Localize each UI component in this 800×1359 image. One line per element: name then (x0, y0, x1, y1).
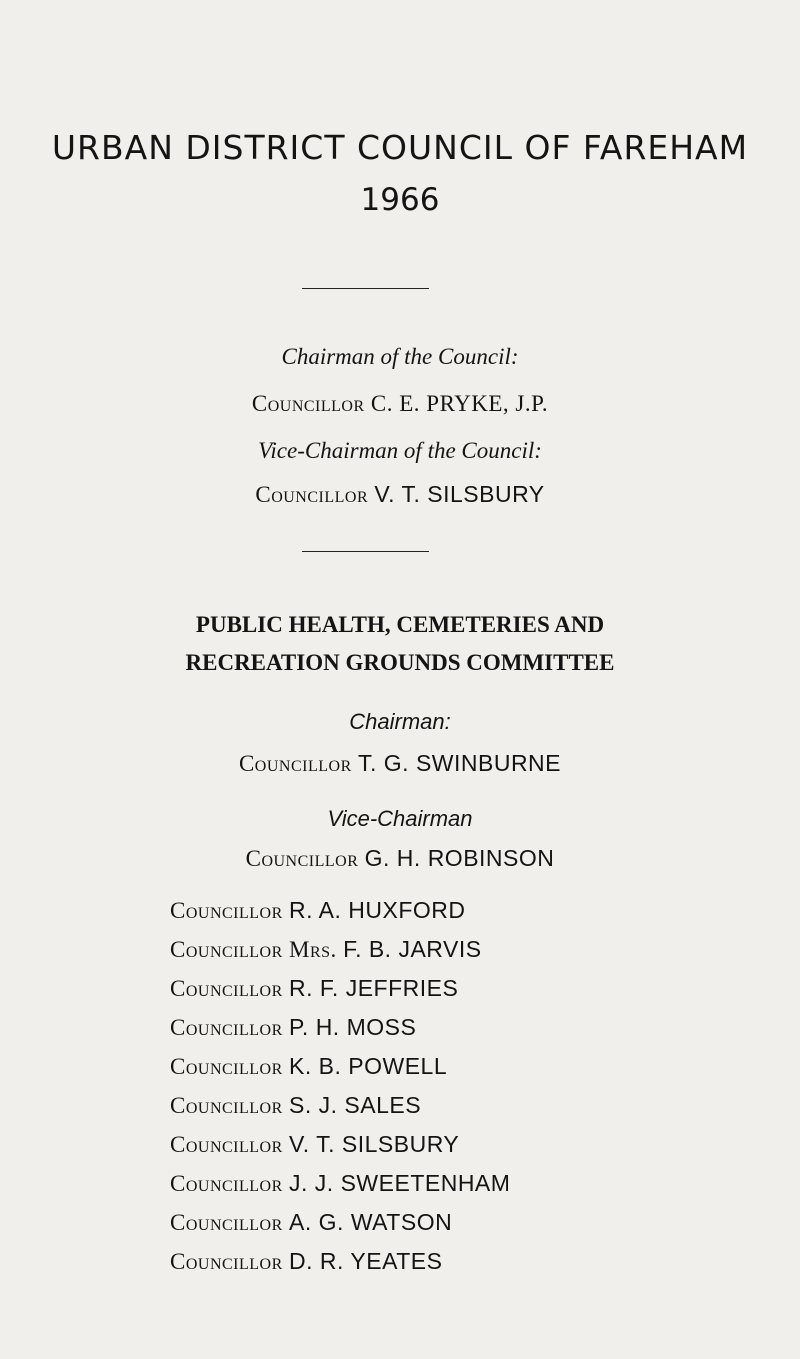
committee-member (170, 891, 690, 930)
section-divider (302, 288, 429, 289)
member-title: Councillor (170, 898, 283, 923)
committee-member (170, 1047, 690, 1086)
member-name: P. H. MOSS (289, 1014, 417, 1040)
committee-vice-chairman (0, 845, 800, 872)
committee-vice-chairman-title: Councillor (245, 846, 359, 871)
member-title: Councillor (170, 937, 283, 962)
section-divider (302, 551, 429, 552)
committee-member (170, 1203, 690, 1242)
member-name: K. B. POWELL (289, 1053, 448, 1079)
committee-member (170, 1242, 690, 1281)
committee-chairman-title: Councillor (238, 751, 352, 776)
council-chairman (0, 391, 800, 417)
member-name: F. B. JARVIS (343, 936, 482, 962)
member-prefix: Mrs. (289, 937, 337, 962)
member-title: Councillor (170, 1210, 283, 1235)
council-chairman-label: Chairman of the Council: (281, 344, 519, 369)
member-name: S. J. SALES (289, 1092, 422, 1118)
member-name: V. T. SILSBURY (289, 1131, 460, 1157)
member-name: D. R. YEATES (289, 1248, 443, 1274)
member-title: Councillor (170, 1249, 283, 1274)
member-name: R. A. HUXFORD (289, 897, 466, 923)
committee-member (170, 1164, 690, 1203)
document-year: 1966 (360, 182, 440, 218)
council-name-heading: URBAN DISTRICT COUNCIL OF FAREHAM (51, 128, 749, 167)
member-title: Councillor (170, 1132, 283, 1157)
council-chairman-name: C. E. PRYKE, J.P. (370, 391, 549, 416)
member-title: Councillor (170, 1093, 283, 1118)
member-title: Councillor (170, 976, 283, 1001)
committee-chairman-label: Chairman: (349, 709, 451, 734)
member-title: Councillor (170, 1054, 283, 1079)
member-name: A. G. WATSON (289, 1209, 453, 1235)
committee-member (170, 1008, 690, 1047)
committee-member (170, 969, 690, 1008)
council-vice-chairman-name: V. T. SILSBURY (374, 481, 545, 507)
council-vice-chairman-label: Vice-Chairman of the Council: (258, 438, 542, 463)
committee-chairman-name: T. G. SWINBURNE (358, 750, 562, 776)
committee-member (170, 1086, 690, 1125)
committee-vice-chairman-name: G. H. ROBINSON (364, 845, 555, 871)
member-name: J. J. SWEETENHAM (289, 1170, 511, 1196)
committee-member-list (170, 891, 690, 1281)
committee-vice-chairman-label: Vice-Chairman (327, 806, 473, 831)
member-title: Councillor (170, 1171, 283, 1196)
council-vice-chairman-title: Councillor (255, 482, 369, 507)
member-title: Councillor (170, 1015, 283, 1040)
member-name: R. F. JEFFRIES (289, 975, 459, 1001)
committee-name-line-1: PUBLIC HEALTH, CEMETERIES AND (195, 612, 605, 637)
council-vice-chairman (0, 481, 800, 508)
committee-name-line-2: RECREATION GROUNDS COMMITTEE (185, 650, 615, 675)
committee-chairman (0, 750, 800, 777)
committee-member (170, 930, 690, 969)
council-chairman-title: Councillor (251, 391, 365, 416)
committee-member (170, 1125, 690, 1164)
